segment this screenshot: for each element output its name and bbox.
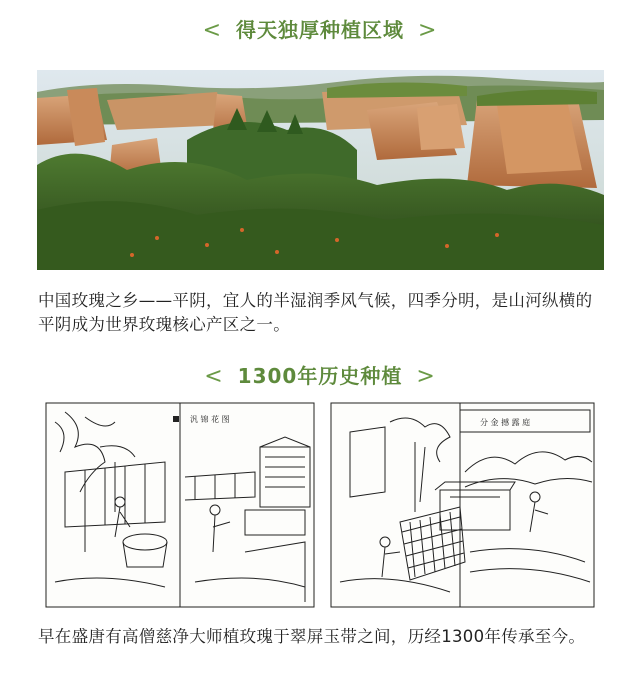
section-title: 得天独厚种植区域 [236, 18, 404, 42]
region-description: 中国玫瑰之乡——平阴，宜人的半湿润季风气候，四季分明，是山河纵横的平阴成为世界玫瑰核心产区之一。 [38, 291, 593, 334]
chevron-left-icon: < [202, 18, 222, 43]
illustration-caption-left: 汎 锦 花 图 [190, 415, 230, 424]
woodcut-image-left [45, 402, 315, 608]
landscape-photo-image [37, 70, 604, 270]
chevron-right-icon: > [418, 18, 438, 43]
woodcut-image-right [330, 402, 595, 608]
woodcut-illustration-right [330, 402, 595, 608]
section-heading-history [0, 360, 640, 389]
landscape-photo [37, 70, 604, 270]
illustration-caption-right: 分 金 撼 露 庭 [480, 418, 531, 427]
chevron-left-icon: < [204, 364, 224, 389]
section-heading-growing-region [0, 14, 640, 43]
chevron-right-icon: > [416, 364, 436, 389]
history-description: 早在盛唐有高僧慈净大师植玫瑰于翠屏玉带之间，历经1300年传承至今。 [38, 627, 586, 646]
section-title: 1300年历史种植 [237, 364, 403, 388]
woodcut-illustration-left [45, 402, 315, 608]
